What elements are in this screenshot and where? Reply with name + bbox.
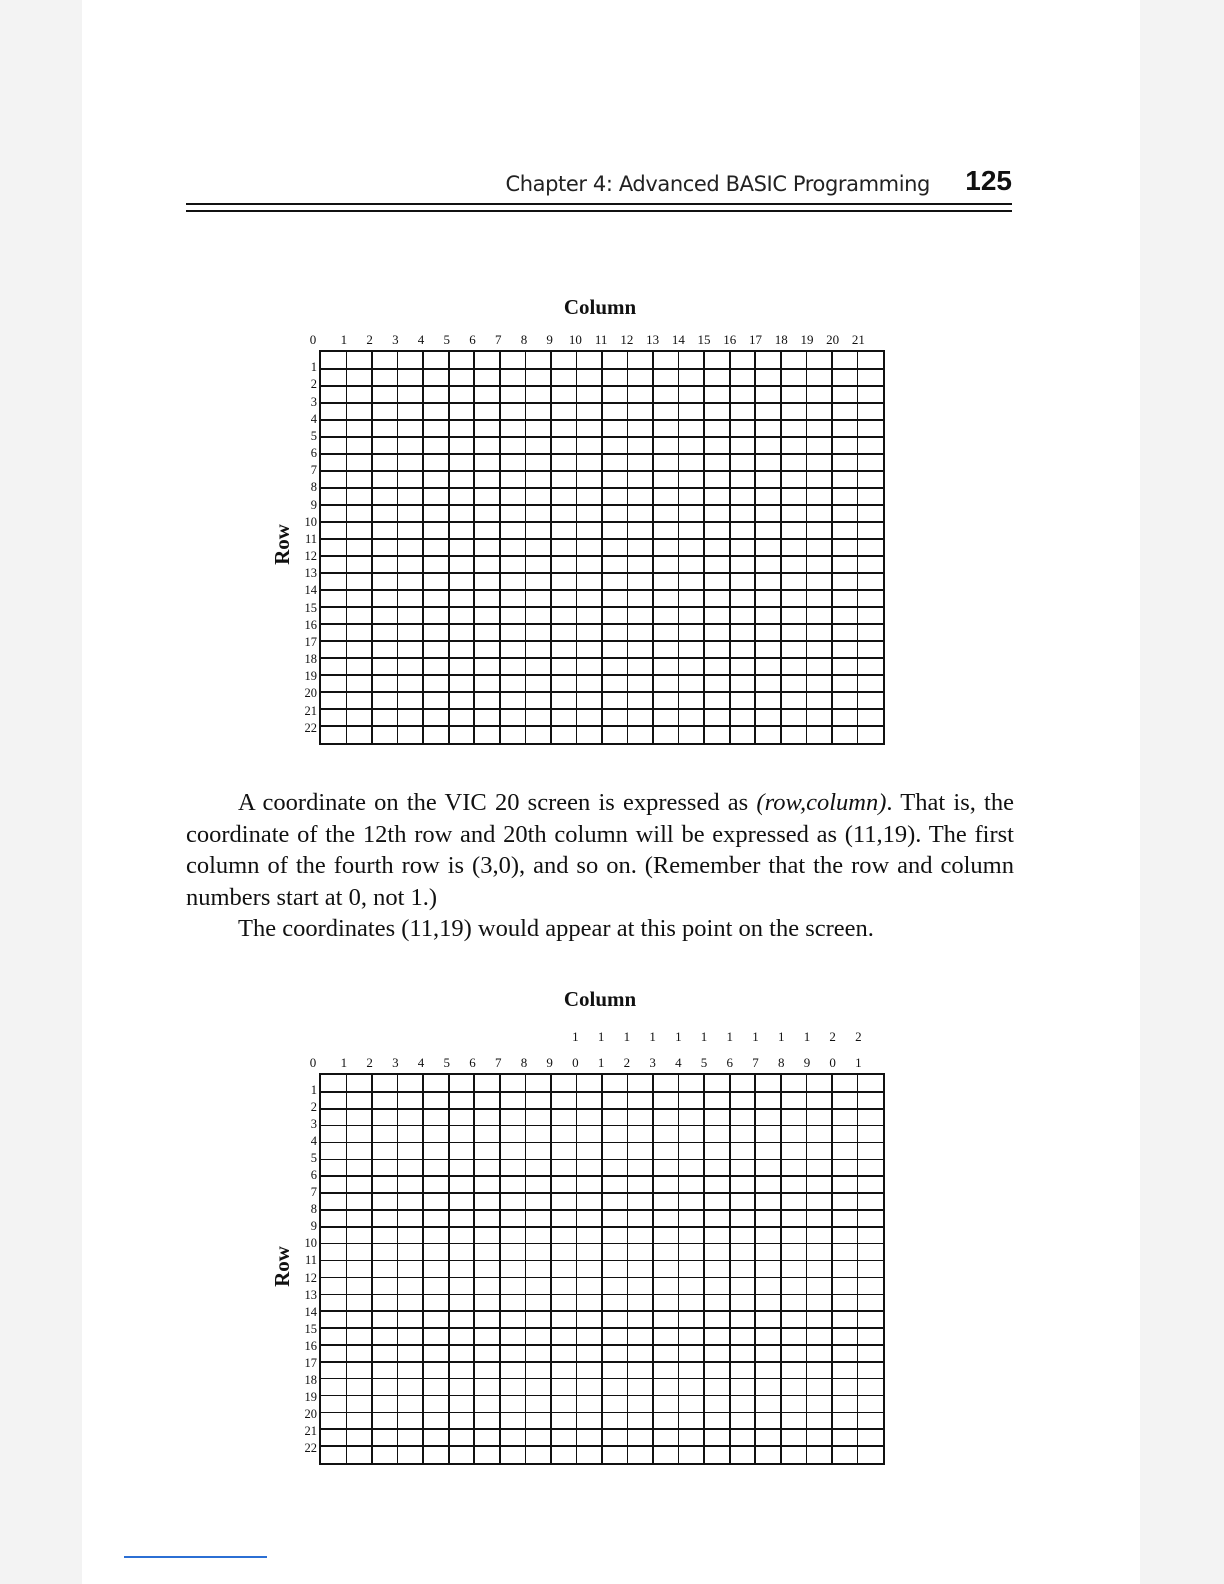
grid-row-line bbox=[321, 487, 883, 489]
row-tick-label: 3 bbox=[310, 394, 317, 409]
column-tick-label: 7 bbox=[494, 332, 502, 347]
column-tick-label: 6 bbox=[469, 332, 476, 347]
grid-row-line bbox=[321, 1395, 883, 1397]
column-tick-label: 0 bbox=[572, 1055, 579, 1070]
grid-row-line bbox=[321, 1125, 883, 1127]
row-tick-label: 19 bbox=[304, 1389, 317, 1404]
row-tick-label: 15 bbox=[304, 600, 317, 615]
grid-row-line bbox=[321, 1412, 883, 1414]
row-tick-label: 22 bbox=[304, 1440, 317, 1455]
grid-row-line bbox=[321, 572, 883, 574]
grid-column-line bbox=[780, 352, 782, 743]
column-tick-label: 2 bbox=[623, 1055, 631, 1070]
column-tick-label: 3 bbox=[392, 332, 399, 347]
grid-row-line bbox=[321, 453, 883, 455]
column-tick-label: 8 bbox=[777, 1055, 785, 1070]
grid-row-line bbox=[321, 1209, 883, 1211]
column-tick-label: 0 bbox=[309, 1055, 317, 1070]
grid-column-line bbox=[499, 1075, 501, 1463]
footer-rule bbox=[124, 1556, 267, 1558]
grid-column-line bbox=[729, 352, 731, 743]
grid-column-line bbox=[473, 352, 475, 743]
column-tick-label: 4 bbox=[417, 1055, 425, 1070]
column-tick-label: 19 bbox=[800, 332, 814, 347]
row-tick-label: 4 bbox=[310, 1134, 317, 1149]
column-tick-label: 1 bbox=[649, 1029, 656, 1044]
header-rule-bottom bbox=[186, 210, 1012, 212]
grid-column-line bbox=[448, 352, 450, 743]
column-tick-label: 12 bbox=[620, 332, 634, 347]
grid-row-line bbox=[321, 504, 883, 506]
grid-column-line bbox=[857, 352, 859, 743]
grid-column-line bbox=[627, 1075, 629, 1463]
row-tick-label: 12 bbox=[304, 1270, 317, 1285]
grid-row-line bbox=[321, 1378, 883, 1380]
row-tick-label: 22 bbox=[304, 720, 317, 735]
grid-row-line bbox=[321, 1243, 883, 1245]
grid-column-line bbox=[831, 1075, 833, 1463]
column-tick-label: 0 bbox=[829, 1055, 836, 1070]
row-tick-label: 17 bbox=[304, 1355, 317, 1370]
grid-row-line bbox=[321, 657, 883, 659]
row-tick-label: 14 bbox=[304, 1304, 317, 1319]
grid-column-line bbox=[652, 1075, 654, 1463]
grid-column-line bbox=[473, 1075, 475, 1463]
grid-column-line bbox=[525, 352, 527, 743]
row-tick-label: 10 bbox=[304, 1236, 317, 1251]
column-tick-label: 3 bbox=[649, 1055, 656, 1070]
column-tick-label: 8 bbox=[520, 332, 528, 347]
row-tick-label: 1 bbox=[310, 1083, 317, 1098]
row-tick-label: 11 bbox=[304, 1253, 317, 1268]
column-tick-label: 1 bbox=[597, 1055, 605, 1070]
row-tick-label: 5 bbox=[310, 428, 317, 443]
column-tick-label: 21 bbox=[851, 332, 865, 347]
screen-grid bbox=[319, 1073, 885, 1465]
column-tick-label: 4 bbox=[417, 332, 425, 347]
column-tick-label: 2 bbox=[366, 332, 373, 347]
column-title: Column bbox=[563, 987, 637, 1011]
grid-column-line bbox=[678, 352, 680, 743]
grid-column-line bbox=[576, 352, 578, 743]
grid-column-line bbox=[422, 1075, 424, 1463]
column-tick-label: 2 bbox=[366, 1055, 373, 1070]
paragraph-1 bbox=[186, 787, 1014, 913]
grid-row-line bbox=[321, 1159, 883, 1161]
grid-row-line bbox=[321, 368, 883, 370]
grid-column-line bbox=[371, 1075, 373, 1463]
paragraph-1-italic: (row,column) bbox=[756, 789, 887, 816]
row-tick-label: 15 bbox=[304, 1321, 317, 1336]
row-tick-label: 9 bbox=[310, 1219, 317, 1234]
row-tick-label: 19 bbox=[304, 669, 317, 684]
column-tick-label: 5 bbox=[700, 1055, 708, 1070]
column-tick-label: 3 bbox=[392, 1055, 399, 1070]
column-tick-label: 20 bbox=[826, 332, 840, 347]
grid-row-line bbox=[321, 419, 883, 421]
column-tick-label: 1 bbox=[597, 1029, 605, 1044]
column-tick-label: 1 bbox=[803, 1029, 811, 1044]
paragraph-1-start: A coordinate on the VIC 20 screen is expressed as bbox=[238, 789, 757, 816]
column-tick-label: 6 bbox=[469, 1055, 476, 1070]
grid-row-line bbox=[321, 1091, 883, 1093]
grid-row-line bbox=[321, 708, 883, 710]
row-tick-label: 20 bbox=[304, 686, 317, 701]
row-tick-label: 8 bbox=[310, 480, 317, 495]
grid-column-line bbox=[806, 352, 808, 743]
row-tick-label: 6 bbox=[310, 446, 317, 461]
column-tick-label: 9 bbox=[546, 1055, 553, 1070]
grid-column-line bbox=[550, 1075, 552, 1463]
grid-column-line bbox=[576, 1075, 578, 1463]
grid-column-line bbox=[397, 1075, 399, 1463]
column-tick-label: 9 bbox=[546, 332, 553, 347]
row-tick-label: 6 bbox=[310, 1168, 317, 1183]
grid-column-line bbox=[397, 352, 399, 743]
row-tick-label: 18 bbox=[304, 1372, 317, 1387]
grid-column-line bbox=[806, 1075, 808, 1463]
column-tick-label: 16 bbox=[723, 332, 737, 347]
column-tick-label: 11 bbox=[594, 332, 608, 347]
column-tick-label: 5 bbox=[443, 332, 451, 347]
row-title: Row bbox=[269, 524, 294, 565]
column-tick-label: 0 bbox=[309, 332, 317, 347]
grid-row-line bbox=[321, 555, 883, 557]
header-rule-top bbox=[186, 203, 1012, 205]
grid-row-line bbox=[321, 1277, 883, 1279]
grid-row-line bbox=[321, 402, 883, 404]
row-tick-label: 9 bbox=[310, 497, 317, 512]
row-tick-label: 12 bbox=[304, 549, 317, 564]
grid-column-line bbox=[780, 1075, 782, 1463]
column-tick-label: 1 bbox=[340, 332, 348, 347]
grid-row-line bbox=[321, 521, 883, 523]
grid-column-line bbox=[831, 352, 833, 743]
page-margin-right bbox=[1140, 0, 1224, 1584]
grid-column-line bbox=[627, 352, 629, 743]
grid-row-line bbox=[321, 470, 883, 472]
grid-row-line bbox=[321, 1260, 883, 1262]
column-tick-label: 1 bbox=[855, 1055, 862, 1070]
grid-row-line bbox=[321, 1108, 883, 1110]
grid-column-line bbox=[754, 1075, 756, 1463]
grid-column-line bbox=[678, 1075, 680, 1463]
grid-column-line bbox=[422, 352, 424, 743]
row-tick-label: 4 bbox=[310, 411, 317, 426]
grid-column-line bbox=[601, 1075, 603, 1463]
row-tick-label: 17 bbox=[304, 634, 317, 649]
grid-row-line bbox=[321, 1327, 883, 1329]
column-tick-label: 15 bbox=[697, 332, 711, 347]
column-tick-label: 17 bbox=[749, 332, 762, 347]
grid-column-line bbox=[346, 1075, 348, 1463]
column-tick-label: 13 bbox=[646, 332, 660, 347]
row-tick-label: 2 bbox=[310, 1100, 317, 1115]
grid-column-line bbox=[857, 1075, 859, 1463]
row-tick-label: 21 bbox=[304, 1423, 317, 1438]
grid-row-line bbox=[321, 1142, 883, 1144]
grid-row-line bbox=[321, 623, 883, 625]
row-tick-label: 7 bbox=[310, 1185, 317, 1200]
row-tick-label: 14 bbox=[304, 583, 317, 598]
row-tick-label: 3 bbox=[310, 1117, 317, 1132]
grid-row-line bbox=[321, 436, 883, 438]
grid-row-line bbox=[321, 1226, 883, 1228]
grid-column-line bbox=[703, 1075, 705, 1463]
column-tick-label: 1 bbox=[700, 1029, 708, 1044]
grid-column-line bbox=[371, 352, 373, 743]
row-tick-label: 5 bbox=[310, 1151, 317, 1166]
grid-column-line bbox=[754, 352, 756, 743]
grid-column-line bbox=[346, 352, 348, 743]
grid-row-line bbox=[321, 1361, 883, 1363]
body-text bbox=[186, 787, 1014, 945]
grid-row-line bbox=[321, 1428, 883, 1430]
grid-row-line bbox=[321, 640, 883, 642]
column-tick-label: 1 bbox=[572, 1029, 579, 1044]
grid-column-line bbox=[652, 352, 654, 743]
column-tick-label: 1 bbox=[752, 1029, 759, 1044]
row-tick-label: 7 bbox=[310, 463, 317, 478]
grid-row-line bbox=[321, 1310, 883, 1312]
column-tick-label: 8 bbox=[520, 1055, 528, 1070]
column-tick-label: 1 bbox=[340, 1055, 348, 1070]
grid-row-line bbox=[321, 1344, 883, 1346]
row-tick-label: 10 bbox=[304, 514, 317, 529]
grid-column-line bbox=[499, 352, 501, 743]
grid-row-line bbox=[321, 538, 883, 540]
grid-row-line bbox=[321, 1294, 883, 1296]
grid-row-line bbox=[321, 1192, 883, 1194]
screen-grid bbox=[319, 350, 885, 745]
grid-row-line bbox=[321, 385, 883, 387]
column-tick-label: 1 bbox=[675, 1029, 682, 1044]
running-header bbox=[186, 160, 1012, 214]
column-tick-label: 6 bbox=[726, 1055, 734, 1070]
column-tick-label: 2 bbox=[829, 1029, 836, 1044]
column-title: Column bbox=[563, 295, 637, 319]
grid-row-line bbox=[321, 1175, 883, 1177]
row-tick-label: 21 bbox=[304, 703, 317, 718]
paragraph-1-rest: . That is, the coordinate of the 12th row and 20th column will be expressed as (11,19). The first column of the fourth row is (3,0), and so on. (Remember that the row and column numbers start at 0, not 1.) bbox=[186, 789, 1014, 911]
row-tick-label: 11 bbox=[304, 531, 317, 546]
column-tick-label: 18 bbox=[774, 332, 788, 347]
grid-column-line bbox=[550, 352, 552, 743]
column-tick-label: 9 bbox=[803, 1055, 811, 1070]
column-tick-label: 14 bbox=[671, 332, 685, 347]
row-tick-label: 18 bbox=[304, 652, 317, 667]
row-tick-label: 8 bbox=[310, 1202, 317, 1217]
row-tick-label: 16 bbox=[304, 1338, 317, 1353]
row-tick-label: 2 bbox=[310, 377, 317, 392]
column-tick-label: 4 bbox=[675, 1055, 682, 1070]
running-title: Chapter 4: Advanced BASIC Programming bbox=[505, 172, 930, 196]
grid-row-line bbox=[321, 1445, 883, 1447]
row-tick-label: 1 bbox=[310, 360, 317, 375]
paragraph-2: The coordinates (11,19) would appear at this point on the screen. bbox=[238, 915, 874, 943]
row-tick-label: 16 bbox=[304, 617, 317, 632]
column-tick-label: 1 bbox=[777, 1029, 785, 1044]
row-tick-label: 20 bbox=[304, 1406, 317, 1421]
row-tick-label: 13 bbox=[304, 1287, 317, 1302]
grid-column-line bbox=[448, 1075, 450, 1463]
grid-row-line bbox=[321, 589, 883, 591]
column-tick-label: 2 bbox=[855, 1029, 862, 1044]
page-margin-left bbox=[0, 0, 82, 1584]
column-tick-label: 5 bbox=[443, 1055, 451, 1070]
grid-row-line bbox=[321, 606, 883, 608]
page-number: 125 bbox=[965, 165, 1012, 196]
column-tick-label: 10 bbox=[568, 332, 582, 347]
column-tick-label: 7 bbox=[494, 1055, 502, 1070]
grid-column-line bbox=[729, 1075, 731, 1463]
row-title: Row bbox=[269, 1246, 294, 1287]
grid-row-line bbox=[321, 674, 883, 676]
column-tick-label: 1 bbox=[726, 1029, 734, 1044]
grid-column-line bbox=[703, 352, 705, 743]
column-tick-label: 1 bbox=[623, 1029, 631, 1044]
grid-column-line bbox=[601, 352, 603, 743]
grid-column-line bbox=[525, 1075, 527, 1463]
grid-row-line bbox=[321, 725, 883, 727]
row-tick-label: 13 bbox=[304, 566, 317, 581]
column-tick-label: 7 bbox=[752, 1055, 759, 1070]
grid-row-line bbox=[321, 691, 883, 693]
